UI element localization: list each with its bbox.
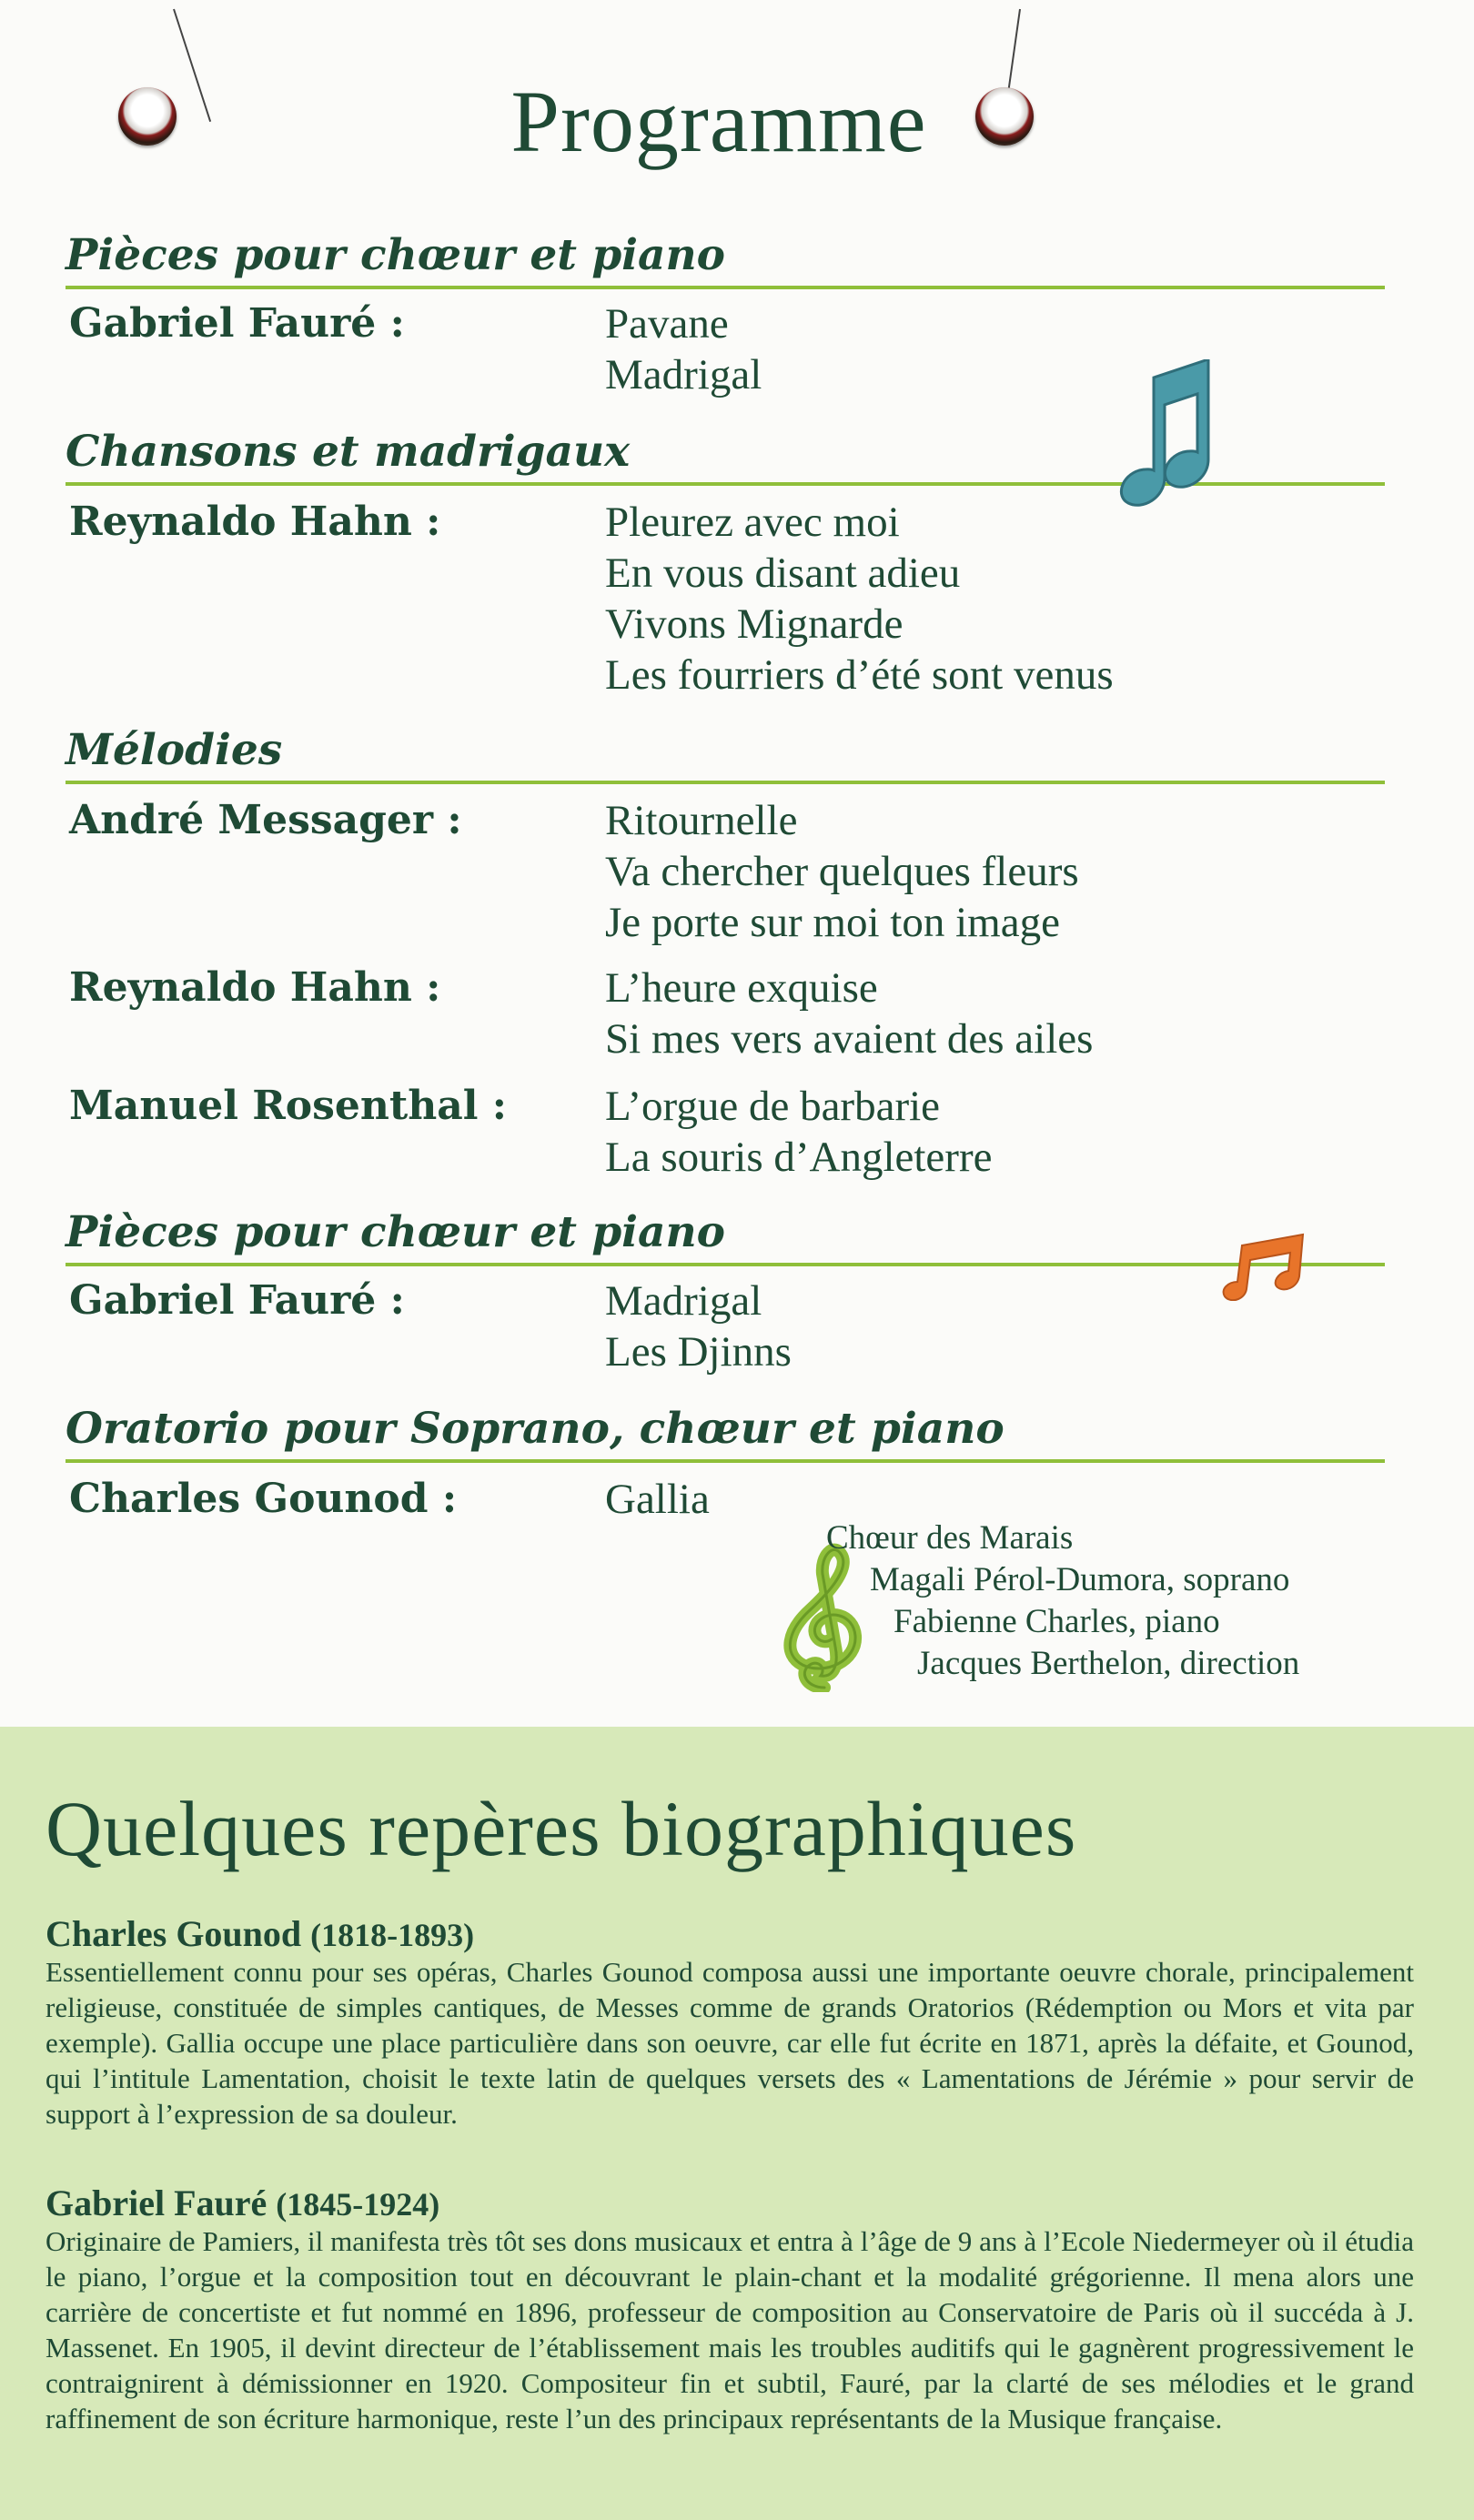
work-title: Si mes vers avaient des ailes xyxy=(605,1015,1094,1063)
bio-name-text: Gabriel Fauré xyxy=(45,2182,268,2223)
bio-name-text: Charles Gounod xyxy=(45,1913,302,1954)
bio-paragraph: Originaire de Pamiers, il manifesta très tôt ses dons musicaux et entra à l’âge de 9 ans à l’Ecole Niedermeyer où il étudia le piano, l’orgue et la composition tout en découvrant le plain-chant et la modalité grégorienne. Il mena alors une carrière de concertiste et fut nommé en 1896, professeur de composition au Conservatoire de Paris où il succéda à J. Massenet. En 1905, il devint directeur de l’établissement mais les troubles auditifs qui le gagnèrent progressivement le contraignirent à démissionner en 1920. Compositeur fin et subtil, Fauré, par la clarté de ses mélodies et le grand raffinement de son écriture harmonique, reste l’un des principaux représentants de la Musique française. xyxy=(45,2225,1414,2434)
work-title: Gallia xyxy=(605,1476,710,1523)
work-title: Les fourriers d’été sont venus xyxy=(605,651,1114,699)
work-list xyxy=(605,298,762,400)
work-title: Je porte sur moi ton image xyxy=(605,899,1060,946)
section-heading: Oratorio pour Soprano, chœur et piano xyxy=(66,1401,1385,1463)
work-title: Pleurez avec moi xyxy=(605,499,900,546)
work-list xyxy=(605,795,1079,948)
work-title: La souris d’Angleterre xyxy=(605,1134,993,1181)
credit-line: Fabienne Charles, piano xyxy=(893,1603,1220,1640)
work-title: Pavane xyxy=(605,300,729,348)
work-list xyxy=(605,1474,710,1525)
composer-name: Gabriel Fauré : xyxy=(69,300,405,347)
work-list xyxy=(605,1275,792,1377)
work-title: Madrigal xyxy=(605,351,762,398)
work-title: L’orgue de barbarie xyxy=(605,1083,941,1130)
composer-name: Gabriel Fauré : xyxy=(69,1277,405,1324)
composer-name: André Messager : xyxy=(69,797,462,843)
section-heading: Pièces pour chœur et piano xyxy=(66,227,1385,289)
bio-paragraph: Essentiellement connu pour ses opéras, Charles Gounod composa aussi une importante oeuvre chorale, principalement religieuse, constituée de simples cantiques, de Messes comme de grands Oratorios (Rédemption ou Mors et vita par exemple). Gallia occupe une place particulière dans son oeuvre, car elle fut écrite en 1871, après la défaite, et Gounod, qui l’intitule Lamentation, choisit le texte latin de quelques versets des « Lamentations de Jérémie » pour servir de support à l’expression de sa douleur. xyxy=(45,1956,1414,2130)
work-list xyxy=(605,1081,992,1183)
credit-line: Chœur des Marais xyxy=(826,1519,1074,1557)
credit-line: Jacques Berthelon, direction xyxy=(917,1645,1300,1682)
biography-title: Quelques repères biographiques xyxy=(45,1785,1077,1872)
composer-name: Charles Gounod : xyxy=(69,1476,458,1522)
programme-title: Programme xyxy=(510,73,927,170)
performer-credits xyxy=(826,1517,1299,1685)
work-title: Les Djinns xyxy=(605,1328,792,1376)
work-title: Vivons Mignarde xyxy=(605,600,904,648)
work-title: En vous disant adieu xyxy=(605,549,961,597)
bio-dates: (1845-1924) xyxy=(276,2186,440,2223)
composer-name: Manuel Rosenthal : xyxy=(69,1083,507,1129)
section-heading: Chansons et madrigaux xyxy=(66,424,1385,486)
composer-name: Reynaldo Hahn : xyxy=(69,964,441,1011)
work-title: L’heure exquise xyxy=(605,964,878,1012)
work-title: Madrigal xyxy=(605,1277,762,1325)
work-list xyxy=(605,963,1093,1064)
work-title: Ritournelle xyxy=(605,797,798,844)
section-heading: Pièces pour chœur et piano xyxy=(66,1205,1385,1266)
bio-composer-name xyxy=(45,2182,439,2224)
work-title: Va chercher quelques fleurs xyxy=(605,848,1079,895)
music-note-teal-icon xyxy=(1119,359,1219,514)
work-list xyxy=(605,497,1114,701)
composer-name: Reynaldo Hahn : xyxy=(69,499,441,545)
bio-dates: (1818-1893) xyxy=(310,1917,475,1953)
section-heading: Mélodies xyxy=(66,722,1385,784)
music-note-orange-icon xyxy=(1219,1233,1306,1301)
bio-composer-name xyxy=(45,1912,474,1955)
credit-line: Magali Pérol-Dumora, soprano xyxy=(870,1561,1290,1598)
